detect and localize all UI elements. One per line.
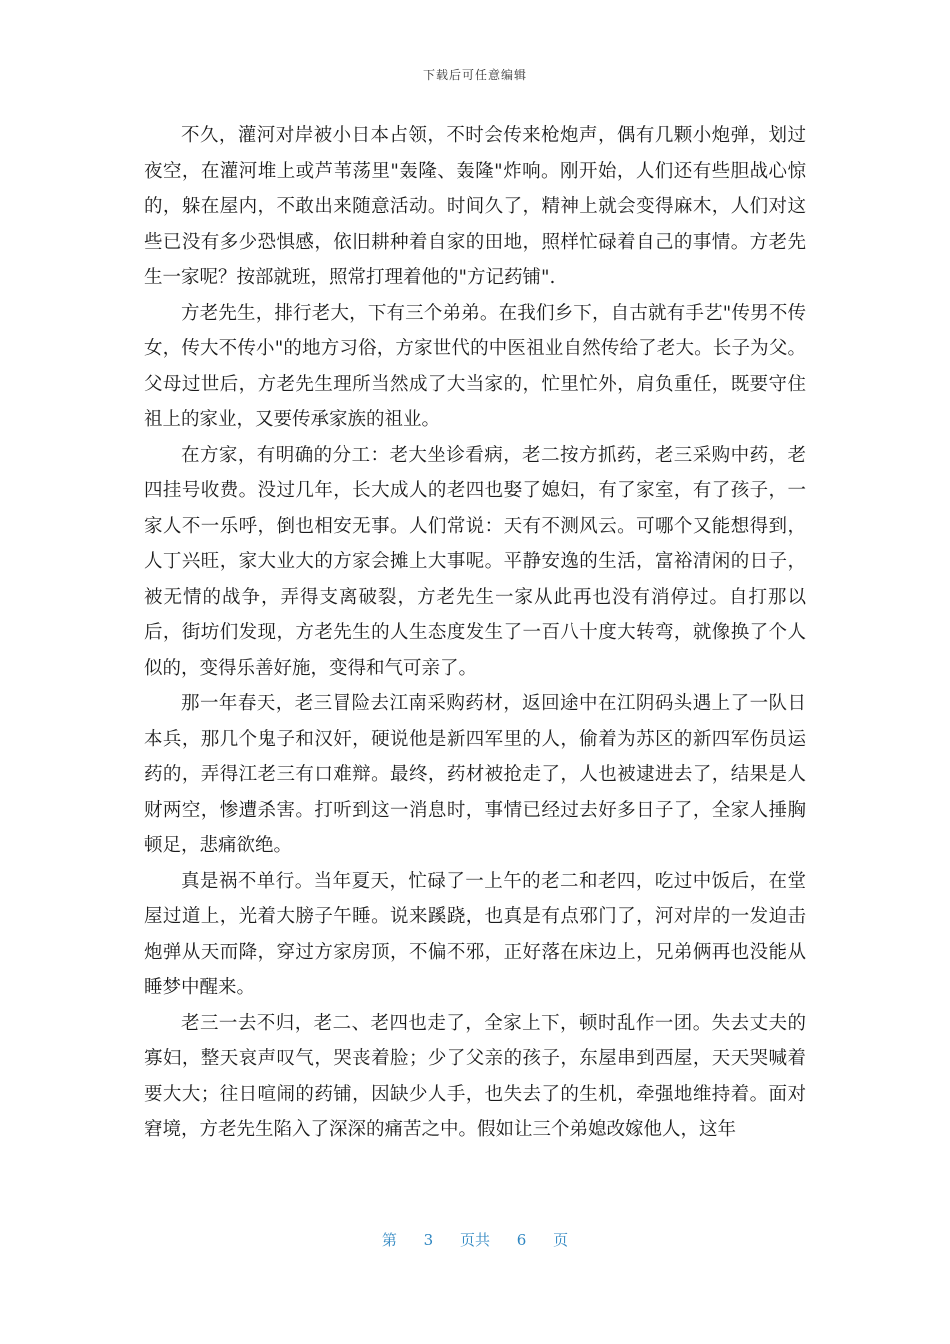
page-footer (0, 1229, 950, 1250)
paragraph-5: 真是祸不单行。当年夏天，忙碌了一上午的老二和老四，吃过中饭后，在堂屋过道上，光着大膀子午睡。说来蹊跷，也真是有点邪门了，河对岸的一发迫击炮弹从天而降，穿过方家房顶，不偏不邪，正好落在床边上，兄弟俩再也没能从睡梦中醒来。 (144, 870, 806, 998)
footer-suffix: 页 (553, 1231, 569, 1249)
article-body (144, 118, 806, 1148)
paragraph-2: 方老先生，排行老大，下有三个弟弟。在我们乡下，自古就有手艺"传男不传女，传大不传小"的地方习俗，方家世代的中医祖业自然传给了老大。长子为父。父母过世后，方老先生理所当然成了大当家的，忙里忙外，肩负重任，既要守住祖上的家业，又要传承家族的祖业。 (144, 302, 806, 430)
footer-page-number: 3 (423, 1231, 434, 1249)
footer-total-pages: 6 (516, 1231, 527, 1249)
paragraph-3: 在方家，有明确的分工：老大坐诊看病，老二按方抓药，老三采购中药，老四挂号收费。没过几年，长大成人的老四也娶了媳妇，有了家室，有了孩子，一家人不一乐呼，倒也相安无事。人们常说：天有不测风云。可哪个又能想得到，人丁兴旺，家大业大的方家会摊上大事呢。平静安逸的生活，富裕清闲的日子，被无情的战争，弄得支离破裂，方老先生一家从此再也没有消停过。自打那以后，街坊们发现，方老先生的人生态度发生了一百八十度大转弯，就像换了个人似的，变得乐善好施，变得和气可亲了。 (144, 444, 806, 679)
paragraph-4: 那一年春天，老三冒险去江南采购药材，返回途中在江阴码头遇上了一队日本兵，那几个鬼子和汉奸，硬说他是新四军里的人，偷着为苏区的新四军伤员运药的，弄得江老三有口难辩。最终，药材被抢走了，人也被逮进去了，结果是人财两空，惨遭杀害。打听到这一消息时，事情已经过去好多日子了，全家人捶胸顿足，悲痛欲绝。 (144, 693, 806, 856)
page-header: 下载后可任意编辑 (422, 68, 527, 82)
paragraph-1: 不久，灌河对岸被小日本占领，不时会传来枪炮声，偶有几颗小炮弹，划过夜空，在灌河堆上或芦苇荡里"轰隆、轰隆"炸响。刚开始，人们还有些胆战心惊的，躲在屋内，不敢出来随意活动。时间久了，精神上就会变得麻木，人们对这些已没有多少恐惧感，依旧耕种着自家的田地，照样忙碌着自己的事情。方老先生一家呢？按部就班，照常打理着他的"方记药铺". (144, 125, 806, 288)
footer-prefix: 第 (381, 1231, 397, 1249)
footer-middle: 页共 (459, 1231, 490, 1249)
paragraph-6: 老三一去不归，老二、老四也走了，全家上下，顿时乱作一团。失去丈夫的寡妇，整天哀声叹气，哭丧着脸；少了父亲的孩子，东屋串到西屋，天天哭喊着要大大；往日喧闹的药铺，因缺少人手，也失去了的生机，牵强地维持着。面对窘境，方老先生陷入了深深的痛苦之中。假如让三个弟媳改嫁他人，这年 (144, 1012, 806, 1140)
